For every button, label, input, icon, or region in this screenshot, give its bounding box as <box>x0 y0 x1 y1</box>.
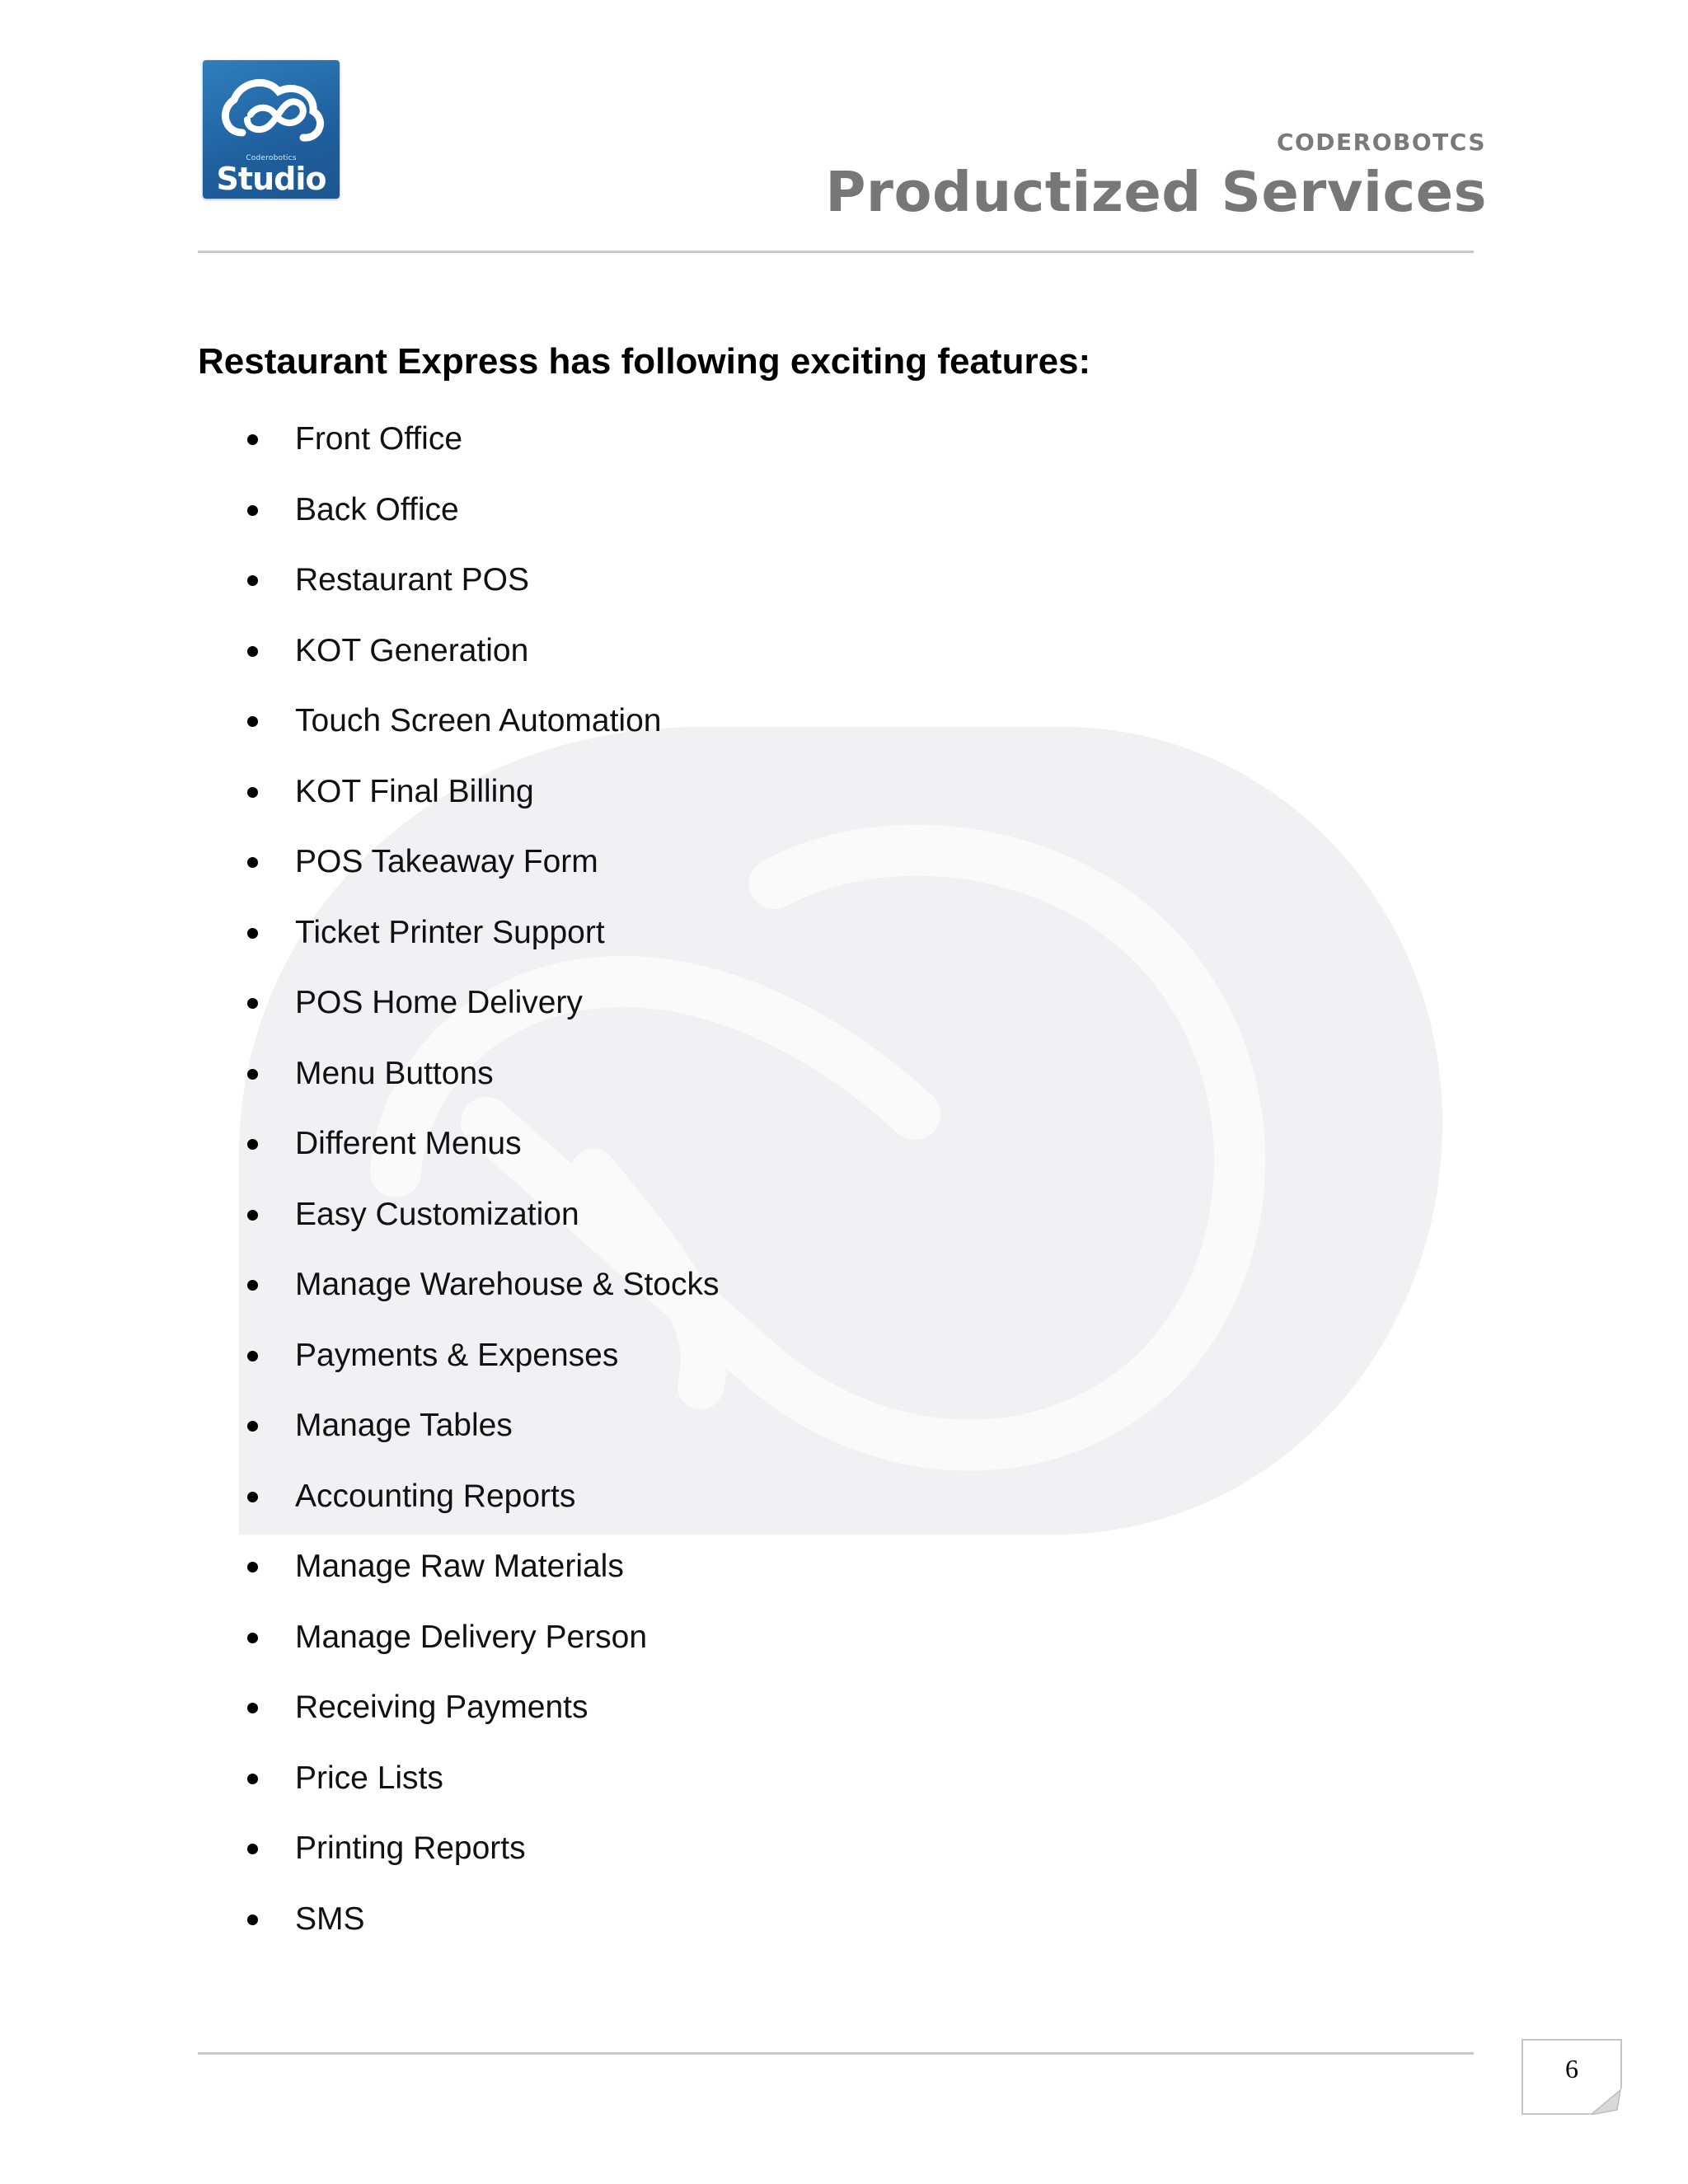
feature-label: Accounting Reports <box>295 1479 576 1514</box>
feature-label: Different Menus <box>295 1126 522 1161</box>
bullet-icon <box>247 646 258 657</box>
page-number-box <box>1522 2039 1622 2115</box>
feature-label: Manage Tables <box>295 1408 513 1443</box>
bullet-icon <box>247 1703 258 1713</box>
header-divider <box>198 251 1474 253</box>
bullet-icon <box>247 998 258 1009</box>
feature-label: Restaurant POS <box>295 562 529 598</box>
page-curl-icon <box>1589 2088 1622 2115</box>
feature-label: Payments & Expenses <box>295 1338 619 1373</box>
section-heading: Restaurant Express has following exciting features: <box>198 341 1091 382</box>
bullet-icon <box>247 1915 258 1925</box>
bullet-icon <box>247 575 258 586</box>
page-number: 6 <box>1565 2054 1578 2083</box>
footer-divider <box>198 2052 1474 2055</box>
feature-label: Manage Raw Materials <box>295 1549 624 1584</box>
feature-label: POS Takeaway Form <box>295 844 598 879</box>
feature-label: POS Home Delivery <box>295 985 583 1020</box>
feature-label: Menu Buttons <box>295 1056 494 1091</box>
feature-label: Ticket Printer Support <box>295 915 605 950</box>
feature-label: SMS <box>295 1901 365 1937</box>
logo-wordmark: Studio <box>216 161 326 197</box>
feature-label: Manage Delivery Person <box>295 1619 648 1655</box>
page-header-title: Productized Services <box>825 160 1487 224</box>
brand-name: CODEROBOTCS <box>1276 129 1486 156</box>
bullet-icon <box>247 1633 258 1643</box>
bullet-icon <box>247 716 258 727</box>
feature-label: KOT Final Billing <box>295 774 534 809</box>
feature-label: Price Lists <box>295 1760 443 1796</box>
bullet-icon <box>247 1421 258 1432</box>
company-logo <box>203 60 340 199</box>
bullet-icon <box>247 1210 258 1221</box>
bullet-icon <box>247 505 258 516</box>
bullet-icon <box>247 1562 258 1572</box>
bullet-icon <box>247 857 258 868</box>
feature-label: KOT Generation <box>295 633 529 668</box>
bullet-icon <box>247 1139 258 1150</box>
bullet-icon <box>247 928 258 939</box>
feature-label: Touch Screen Automation <box>295 703 662 738</box>
feature-label: Front Office <box>295 421 463 457</box>
feature-label: Manage Warehouse & Stocks <box>295 1267 720 1302</box>
feature-label: Easy Customization <box>295 1197 579 1232</box>
bullet-icon <box>247 1069 258 1080</box>
feature-label: Back Office <box>295 492 459 527</box>
bullet-icon <box>247 1774 258 1784</box>
bullet-icon <box>247 787 258 798</box>
bullet-icon <box>247 1280 258 1291</box>
bullet-icon <box>247 1844 258 1854</box>
feature-label: Receiving Payments <box>295 1690 588 1725</box>
logo-small-text: Coderobotics <box>246 154 297 162</box>
bullet-icon <box>247 1492 258 1502</box>
feature-label: Printing Reports <box>295 1830 526 1866</box>
bullet-icon <box>247 434 258 445</box>
bullet-icon <box>247 1351 258 1361</box>
